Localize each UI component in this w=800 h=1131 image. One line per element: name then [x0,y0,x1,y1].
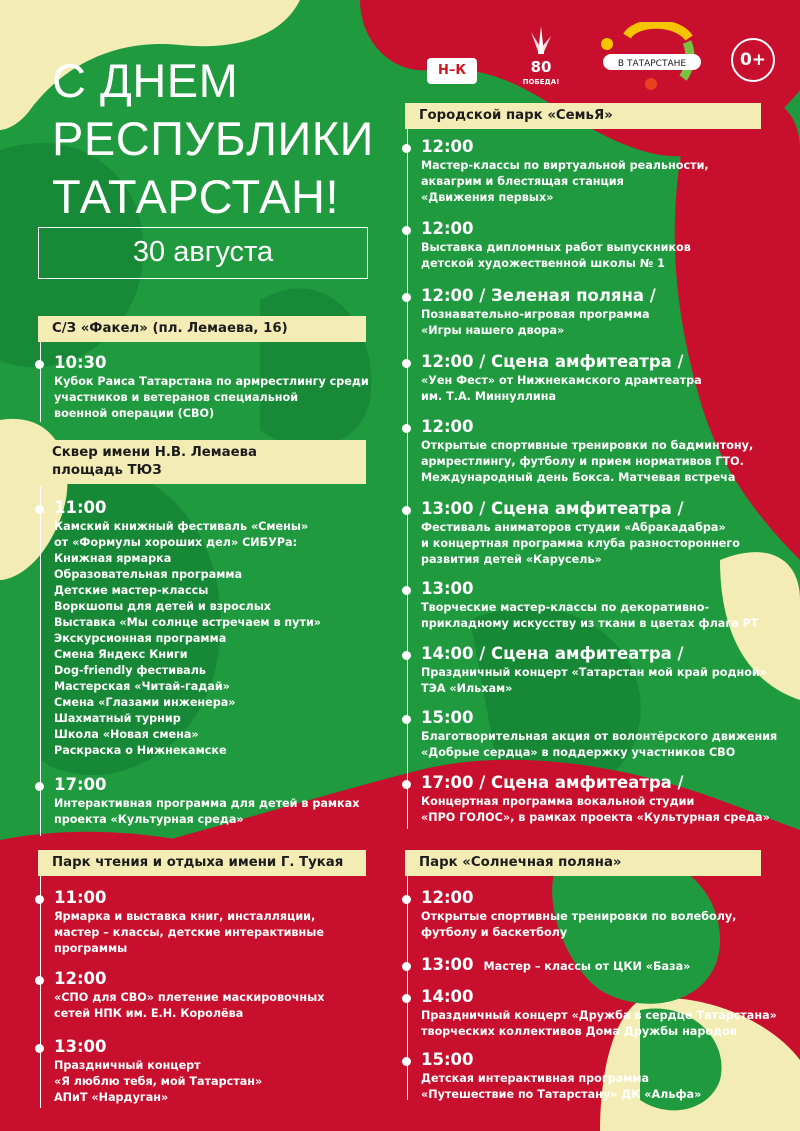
pobeda-80-logo [521,24,561,90]
nk-logo: Н–К [427,58,477,84]
event-item [40,497,380,759]
timeline-dot [402,895,411,904]
event-time: 15:00 [421,1050,474,1069]
event-item [407,218,787,272]
event-desc: Выставка дипломных работ выпускников детской художественной школы № 1 [421,241,691,270]
event-desc: Открытые спортивные тренировки по бадминтону, армрестлингу, футболу и прием нормативов ГТО. Международный день Бокса. Матчевая встреча [421,439,754,484]
title-line-2: РЕСПУБЛИКИ [52,112,374,165]
event-item [407,772,787,826]
event-desc: Праздничный концерт «Татарстан мой край родной» ТЭА «Ильхам» [421,666,767,695]
leto-v-tatarstane-logo [597,22,707,94]
event-item [407,578,787,632]
venue-banner-solnech: Парк «Солнечная поляна» [405,850,761,876]
event-desc: Познавательно-игровая программа «Игры нашего двора» [421,308,650,337]
event-item [407,643,787,697]
event-desc: Мастер-классы по виртуальной реальности, аквагрим и блестящая станция «Движения первых» [421,159,709,204]
venue-banner-fakel: С/З «Факел» (пл. Лемаева, 16) [38,316,366,342]
event-item [407,887,787,941]
event-item [40,352,370,422]
event-time: 11:00 [54,888,107,907]
timeline-dot [402,780,411,789]
timeline-dot [402,994,411,1003]
event-item [407,498,787,568]
timeline-dot [402,715,411,724]
event-desc: Праздничный концерт «Я люблю тебя, мой Татарстан» АПиТ «Нардуган» [54,1059,263,1104]
timeline-dot [402,506,411,515]
event-time: 12:00 [421,137,474,156]
event-desc: Фестиваль аниматоров студии «Абракадабра» и концертная программа клуба разностороннего развития детей «Карусель» [421,521,740,566]
event-time: 14:00 [421,987,474,1006]
timeline-dot [35,895,44,904]
timeline-dot [402,293,411,302]
timeline-dot [402,424,411,433]
event-time: 14:00 / Сцена амфитеатра / [421,644,684,663]
event-desc: Ярмарка и выставка книг, инсталляции, мастер – классы, детские интерактивные программы [54,910,324,955]
venue-banner-semya: Городской парк «СемьЯ» [405,103,761,129]
event-time: 11:00 [54,498,107,517]
title-line-1: С ДНЕМ [52,54,239,107]
event-time: 13:00 [421,579,474,598]
event-time: 12:00 / Зеленая поляна / [421,286,656,305]
event-item [407,285,787,339]
event-item [40,774,380,828]
page-title [52,52,374,226]
event-time: 10:30 [54,353,107,372]
event-time: 12:00 [54,969,107,988]
event-desc: Творческие мастер-классы по декоративно- прикладному искусству из ткани в цветах флага РТ [421,601,759,630]
event-item [407,416,787,486]
event-time: 15:00 [421,708,474,727]
event-time: 17:00 / Сцена амфитеатра / [421,773,684,792]
event-date: 30 августа [38,227,368,279]
event-time: 13:00 [54,1037,107,1056]
venue-name-line-1: Сквер имени Н.В. Лемаева [52,445,258,460]
timeline-dot [402,1057,411,1066]
event-time: 13:00 [421,955,474,974]
event-desc: Открытые спортивные тренировки по волеболу, футболу и баскетболу [421,910,737,939]
event-item [407,351,787,405]
pobeda-text: ПОБЕДА! [522,78,560,86]
timeline-dot [35,505,44,514]
event-time: 17:00 [54,775,107,794]
timeline-dot [402,651,411,660]
event-desc: Мастер – классы от ЦКИ «База» [483,960,691,973]
timeline-dot [402,962,411,971]
event-time: 12:00 [421,888,474,907]
event-desc: Интерактивная программа для детей в рамках проекта «Культурная среда» [54,797,360,826]
timeline-dot [35,782,44,791]
event-item [40,968,380,1022]
venue-banner-skver [38,440,366,484]
title-line-3: ТАТАРСТАН! [52,170,340,223]
event-time: 13:00 / Сцена амфитеатра / [421,499,684,518]
leto-word: ЛЕТО [657,43,683,53]
event-desc: Благотворительная акция от волонтёрского движения «Добрые сердца» в поддержку участников СВО [421,730,778,759]
event-item [407,986,787,1040]
event-item [407,954,787,976]
timeline-dot [35,1044,44,1053]
event-time: 12:00 [421,219,474,238]
leto-place: В ТАТАРСТАНЕ [617,59,687,69]
event-item [407,1049,787,1103]
event-desc: «Уен Фест» от Нижнекамского драмтеатра им. Т.А. Миннуллина [421,374,702,403]
timeline-dot [402,144,411,153]
event-item [40,887,380,957]
event-desc: Детская интерактивная программа «Путешествие по Татарстану» ДК «Альфа» [421,1072,702,1101]
event-desc: Кубок Раиса Татарстана по армрестлингу среди участников и ветеранов специальной военной операции (СВО) [54,375,369,420]
event-item [40,1036,380,1106]
timeline-dot [35,976,44,985]
timeline-dot [402,586,411,595]
timeline-dot [402,359,411,368]
event-time: 12:00 [421,417,474,436]
timeline-dot [35,360,44,369]
event-desc: Концертная программа вокальной студии «ПРО ГОЛОС», в рамках проекта «Культурная среда» [421,795,770,824]
event-desc: Праздничный концерт «Дружба в сердце Татарстана» творческих коллективов Дома Дружбы народов [421,1009,777,1038]
event-item [407,707,787,761]
venue-name-line-2: площадь ТЮЗ [52,463,162,478]
event-item [407,136,787,206]
event-desc: «СПО для СВО» плетение маскировочных сетей НПК им. Е.Н. Королёва [54,991,325,1020]
event-desc: Камский книжный фестиваль «Смены» от «Формулы хороших дел» СИБУРа: Книжная ярмарка Образовательная программа Детские мастер-классы Воркшопы для детей и взрослых Выставка «Мы солнце встречаем в пути» Экскурсионная программа Смена Яндекс Книги Dog-friendly фестиваль Мастерская «Читай-гадай» Смена «Глазами инженера» Шахматный турнир Школа «Новая смена» Раскраска о Нижнекамске [54,520,322,757]
age-rating-badge: 0+ [731,38,775,82]
pobeda-number: 80 [530,58,552,76]
event-time: 12:00 / Сцена амфитеатра / [421,352,684,371]
timeline-dot [402,226,411,235]
venue-banner-tukay: Парк чтения и отдыха имени Г. Тукая [38,850,366,876]
